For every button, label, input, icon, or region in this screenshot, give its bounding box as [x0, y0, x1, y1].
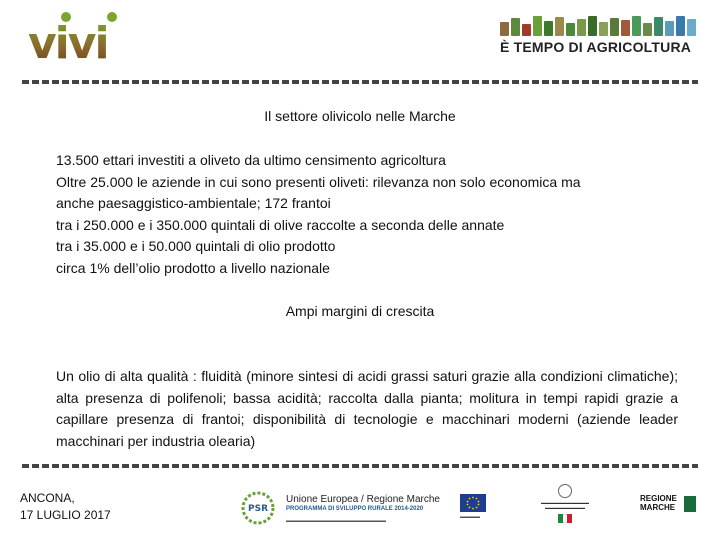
- bottom-divider: [22, 464, 698, 468]
- ue-regione-logo: [286, 494, 446, 524]
- regione-line2: MARCHE: [640, 503, 676, 512]
- republic-emblem-icon: [558, 484, 572, 498]
- ue-title: Unione Europea / Regione Marche: [286, 494, 440, 505]
- regione-marche-logo: [640, 494, 696, 512]
- ue-fine-print-icon: ▬▬▬▬▬▬▬▬▬▬▬▬▬▬▬▬▬▬▬▬: [286, 518, 386, 524]
- fact-line: 13.500 ettari investiti a oliveto da ultimo censimento agricoltura: [56, 152, 446, 168]
- slide-title: Il settore olivicolo nelle Marche: [264, 108, 456, 124]
- psr-logo-icon: [238, 490, 278, 526]
- fact-line: Oltre 25.000 le aziende in cui sono presenti oliveti: rilevanza non solo economica ma: [56, 173, 581, 190]
- vivi-logo: [28, 10, 120, 66]
- ministry-text-icon: ▬▬▬▬▬▬▬▬▬▬▬▬ ▬▬▬▬▬▬▬▬▬▬: [541, 500, 589, 510]
- agricoltura-photo-strip: [500, 16, 700, 36]
- fact-line: circa 1% dell’olio prodotto a livello nazionale: [56, 259, 330, 276]
- fact-line: tra i 35.000 e i 50.000 quintali di olio prodotto: [56, 238, 336, 255]
- regione-emblem-icon: [684, 496, 696, 512]
- quality-paragraph: Un olio di alta qualità : fluidità (minore sintesi di acidi grassi saturi grazie alla condizioni climatiche); alta presenza di polifenoli; bassa acidità; raccolta dalla pianta; molitura in tempi rapidi grazie a capillare presenza di frantoi; disponibilità di tecnologie e macchinari moderni (aziende leader macchinari per industria olearia): [56, 368, 678, 449]
- footer-date: 17 LUGLIO 2017: [20, 508, 111, 522]
- eu-caption-icon: ▬▬▬▬: [460, 514, 480, 520]
- vivi-logo-text: vivi: [28, 18, 108, 66]
- top-divider: [22, 80, 698, 84]
- footer-place: ANCONA,: [20, 491, 75, 505]
- agricoltura-logo: [500, 16, 700, 60]
- psr-logo-text: PSR: [247, 504, 269, 514]
- italian-flag-icon: [558, 514, 572, 523]
- footer-place-date: [20, 490, 111, 524]
- fact-line: anche paesaggistico-ambientale; 172 frantoi: [56, 195, 331, 212]
- ministry-logo: [530, 484, 600, 523]
- ue-subtitle: PROGRAMMA DI SVILUPPO RURALE 2014-2020: [286, 506, 424, 512]
- agricoltura-logo-text: È TEMPO DI AGRICOLTURA: [500, 39, 692, 55]
- psr-logo: [238, 490, 278, 526]
- facts-list: [56, 150, 686, 280]
- eu-flag-icon: [460, 494, 486, 512]
- slide-subtitle: Ampi margini di crescita: [285, 303, 435, 319]
- fact-line: tra i 250.000 e i 350.000 quintali di olive raccolte a seconda delle annate: [56, 216, 505, 233]
- regione-line1: REGIONE: [640, 494, 677, 503]
- vivi-logo-icon: [28, 10, 120, 66]
